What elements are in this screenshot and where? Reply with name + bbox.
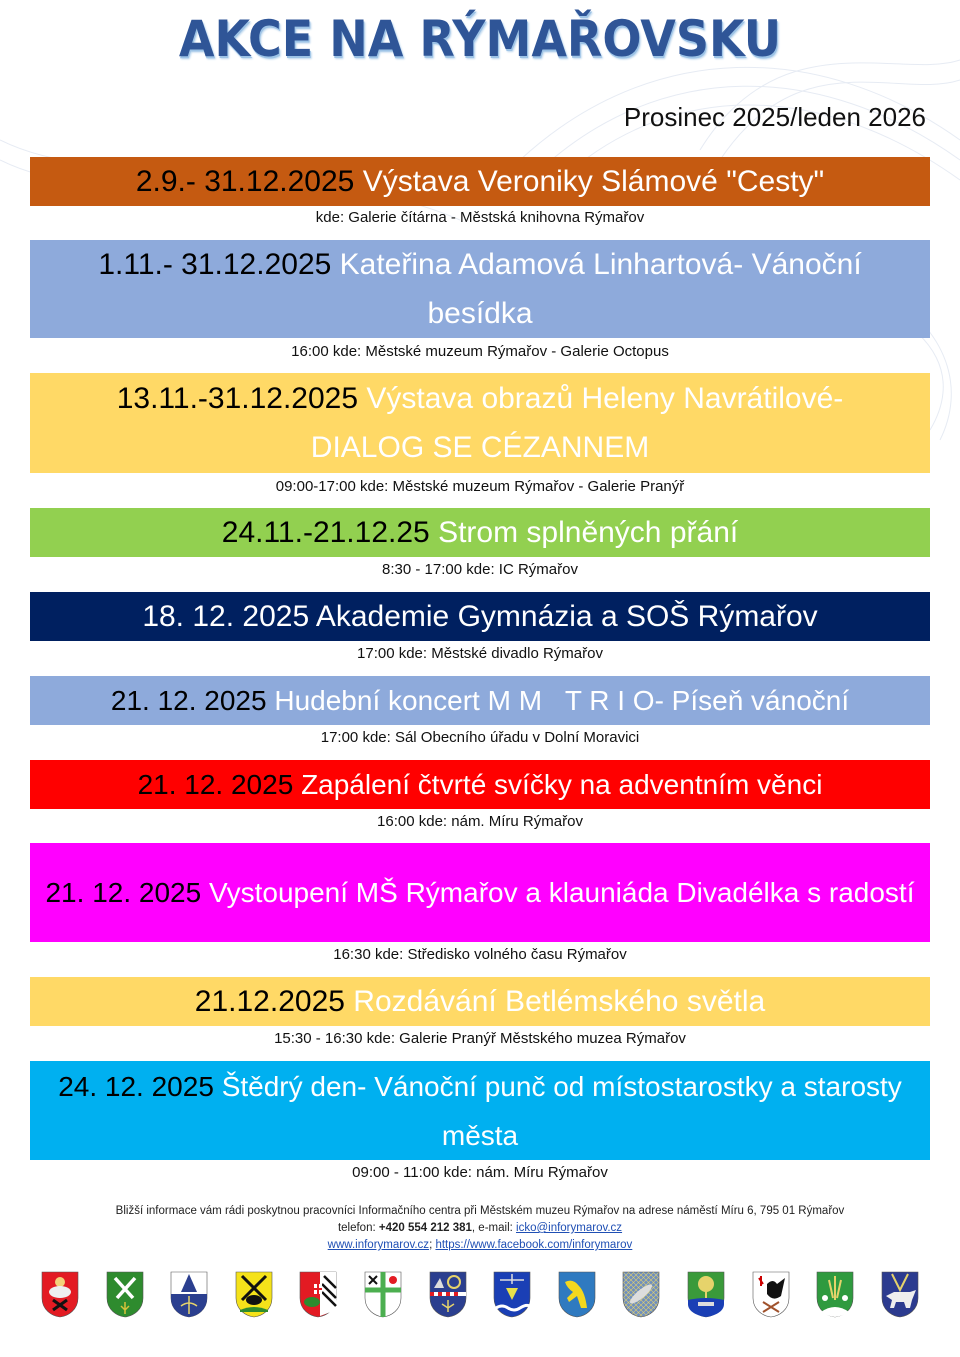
event-band <box>30 843 930 942</box>
event-location: 15:30 - 16:30 kde: Galerie Pranýř Městského muzea Rýmařov <box>274 1030 686 1047</box>
event-name: Hudební koncert M M T R I O- Píseň vánoční <box>274 685 850 716</box>
event-name: Strom splněných přání <box>438 516 739 549</box>
crest-cross-icon <box>363 1270 403 1318</box>
email-label: , e-mail: <box>471 1222 517 1234</box>
crest-rooster-icon <box>751 1270 791 1318</box>
event-name: Vystoupení MŠ Rýmařov a klauniáda Divadélka s radostí <box>208 877 915 908</box>
footer-contact-line <box>30 1220 930 1237</box>
event-name: Akademie Gymnázia a SOŠ Rýmařov <box>315 600 818 633</box>
footer-links <box>30 1237 930 1254</box>
event-band <box>30 240 930 338</box>
event-name: Výstava Veroniky Slámové "Cesty" <box>362 165 825 198</box>
event-name: Rozdávání Betlémského světla <box>353 985 766 1018</box>
event-name: Zapálení čtvrté svíčky na adventním věnci <box>301 769 823 800</box>
email-link[interactable]: icko@inforymarov.cz <box>516 1222 623 1234</box>
event-date: 21. 12. 2025 <box>45 877 202 908</box>
crest-angel-icon <box>40 1270 80 1318</box>
website-link[interactable]: www.inforymarov.cz <box>327 1239 430 1251</box>
event-date: 24.11.-21.12.25 <box>221 516 430 549</box>
event-location: 09:00-17:00 kde: Městské muzeum Rýmařov - Galerie Pranýř <box>275 478 685 495</box>
footer-info: Bližší informace vám rádi poskytnou pracovníci Informačního centra při Městském muzeu Rýmařov na adrese náměstí Míru 6, 795 01 Rýmařov <box>115 1205 845 1217</box>
event-band <box>30 676 930 725</box>
crest-cannon-icon <box>428 1270 468 1318</box>
event-location: 16:30 kde: Středisko volného času Rýmařov <box>333 946 627 963</box>
event-date: 21.12.2025 <box>194 985 345 1018</box>
event-date: 24. 12. 2025 <box>58 1070 214 1102</box>
event-date: 1.11.- 31.12.2025 <box>98 248 332 281</box>
crest-raven-icon <box>234 1270 274 1318</box>
event-band <box>30 760 930 809</box>
municipality-crests <box>40 1270 920 1318</box>
phone-number: +420 554 212 381 <box>378 1222 472 1234</box>
crest-knight-icon <box>298 1270 338 1318</box>
event-name: Výstava obrazů Heleny Navrátilové- DIALOG SE CÉZANNEM <box>310 382 844 464</box>
page-title: AKCE NA RÝMAŘOVSKU <box>178 10 782 68</box>
event-band <box>30 1061 930 1160</box>
crest-grapes-icon <box>492 1270 532 1318</box>
event-location: kde: Galerie čítárna - Městská knihovna Rýmařov <box>315 209 645 226</box>
event-date: 13.11.-31.12.2025 <box>116 382 359 415</box>
event-location: 8:30 - 17:00 kde: IC Rýmařov <box>382 561 578 578</box>
event-band <box>30 157 930 206</box>
event-band <box>30 373 930 473</box>
event-name: Kateřina Adamová Linhartová- Vánoční besídka <box>339 248 862 330</box>
event-band <box>30 592 930 641</box>
event-location: 17:00 kde: Sál Obecního úřadu v Dolní Moravici <box>320 729 640 746</box>
page-subtitle: Prosinec 2025/leden 2026 <box>623 102 926 132</box>
event-date: 2.9.- 31.12.2025 <box>135 165 355 198</box>
event-name: Štědrý den- Vánoční punč od místostarostky a starosty města <box>221 1070 902 1151</box>
links-separator: ; <box>429 1239 436 1251</box>
event-band <box>30 508 930 557</box>
crest-wheat-icon <box>815 1270 855 1318</box>
phone-label: telefon: <box>337 1222 379 1234</box>
event-date: 18. 12. 2025 <box>142 600 310 633</box>
event-location: 09:00 - 11:00 kde: nám. Míru Rýmařov <box>352 1164 608 1181</box>
event-location: 16:00 kde: nám. Míru Rýmařov <box>377 813 583 830</box>
event-band <box>30 977 930 1026</box>
crest-hammers-icon <box>105 1270 145 1318</box>
crest-tree-icon <box>169 1270 209 1318</box>
footer-contact <box>30 1203 930 1254</box>
event-location: 17:00 kde: Městské divadlo Rýmařov <box>357 645 603 662</box>
event-location: 16:00 kde: Městské muzeum Rýmařov - Galerie Octopus <box>291 343 669 360</box>
event-date: 21. 12. 2025 <box>137 769 294 800</box>
facebook-link[interactable]: https://www.facebook.com/inforymarov <box>435 1239 633 1251</box>
crest-oak-icon <box>686 1270 726 1318</box>
crest-fox-icon <box>557 1270 597 1318</box>
event-date: 21. 12. 2025 <box>110 685 267 716</box>
crest-fish-icon <box>621 1270 661 1318</box>
crest-wolf-icon <box>880 1270 920 1318</box>
